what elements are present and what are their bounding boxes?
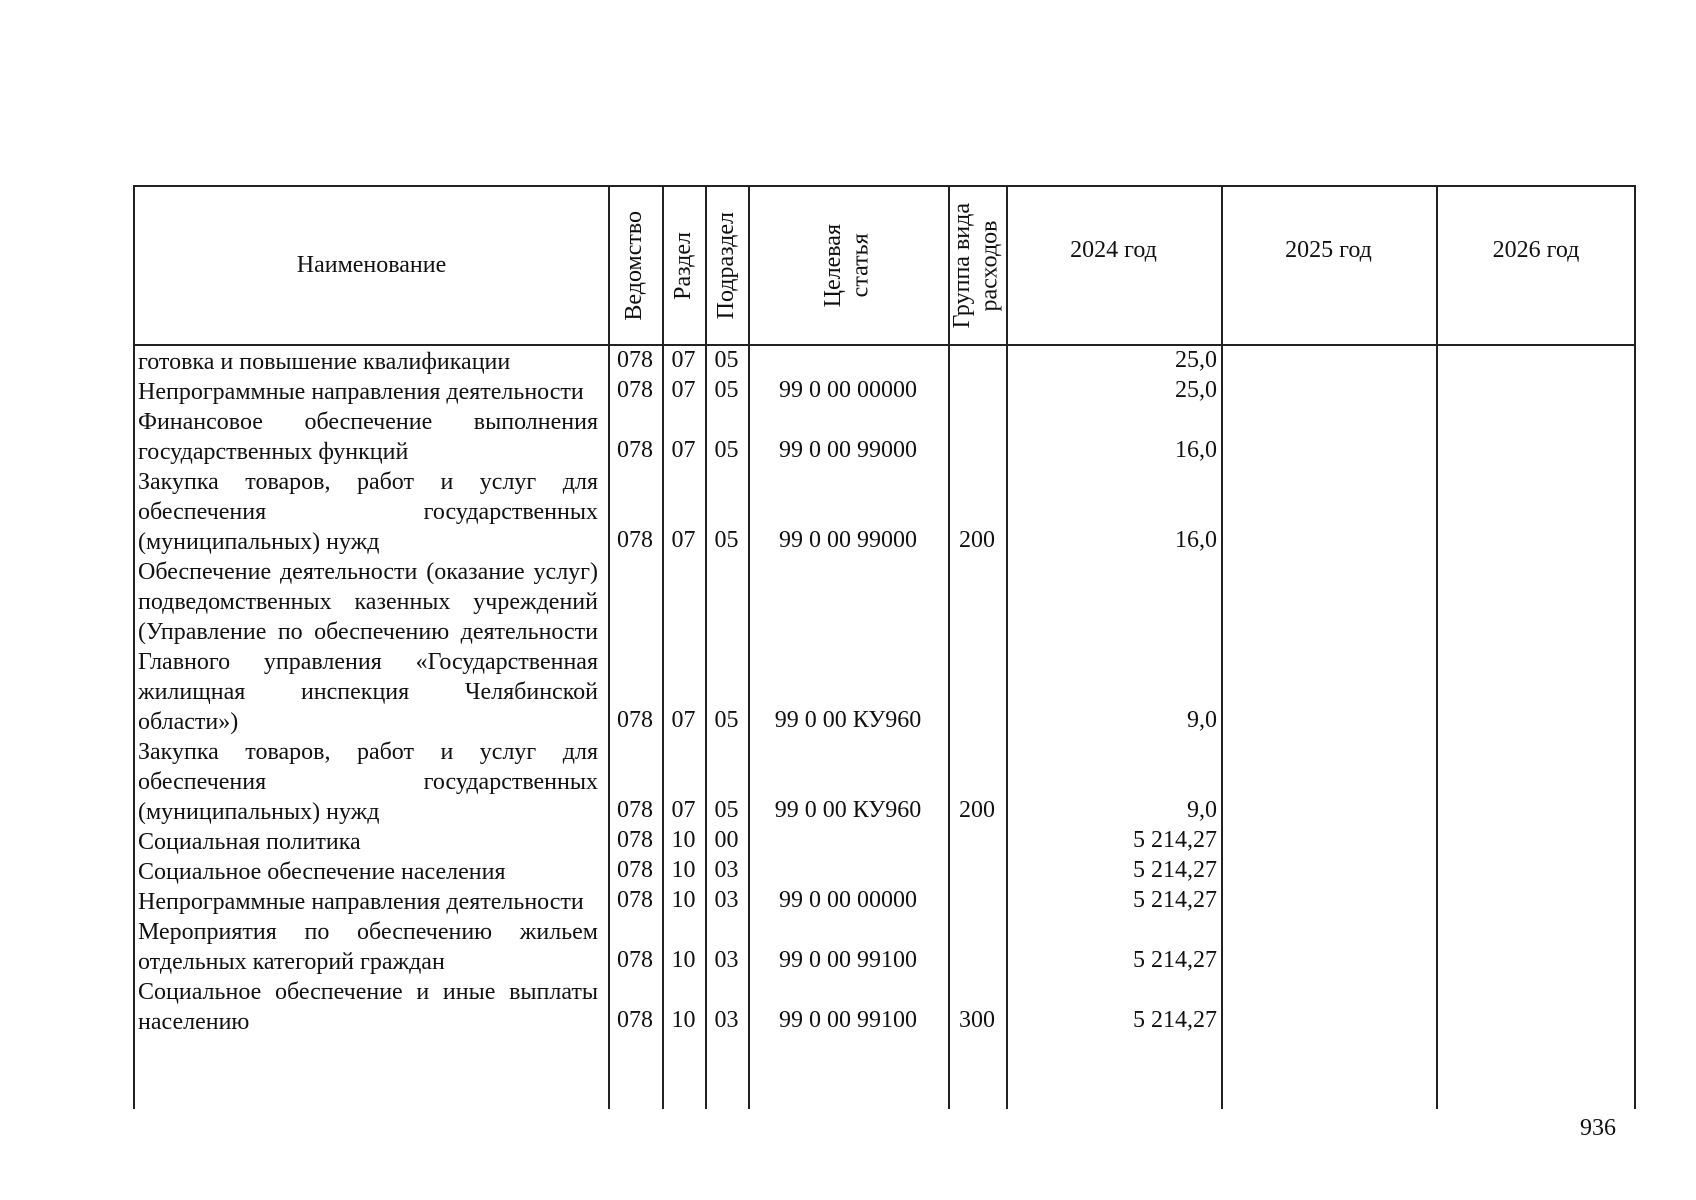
row-subsection: 05	[714, 797, 739, 823]
header-group-label	[949, 203, 1004, 328]
row-section: 07	[671, 527, 696, 553]
row-section: 10	[671, 947, 696, 973]
header-2024	[1006, 187, 1221, 344]
table-row	[135, 557, 1634, 737]
table-row	[135, 347, 1634, 377]
table-row	[135, 407, 1634, 467]
row-dept: 078	[617, 857, 653, 883]
table-row	[135, 917, 1634, 977]
row-dept: 078	[617, 797, 653, 823]
header-2026-label: 2026 год	[1492, 237, 1580, 263]
row-subsection: 03	[714, 1007, 739, 1033]
row-section: 07	[671, 347, 696, 373]
header-2025	[1221, 187, 1436, 344]
row-name: Социальное обеспечение населения	[138, 859, 506, 885]
header-subsection	[705, 187, 748, 344]
header-target-line1: Целевая	[820, 223, 847, 308]
budget-table	[133, 185, 1636, 1109]
row-name: Социальная политика	[138, 829, 361, 855]
header-target	[748, 187, 948, 344]
row-section: 10	[671, 827, 696, 853]
row-section: 07	[671, 437, 696, 463]
header-target-line2: статья	[848, 233, 874, 298]
header-name-label: Наименование	[296, 251, 447, 278]
header-2024-label: 2024 год	[1070, 237, 1157, 263]
page-number: 936	[1580, 1115, 1616, 1141]
row-target: 99 0 00 99100	[779, 1007, 917, 1033]
row-target: 99 0 00 99000	[779, 437, 917, 463]
table-row	[135, 737, 1634, 827]
row-dept: 078	[617, 1007, 653, 1033]
header-group-line2: расходов	[977, 220, 1003, 311]
row-section: 07	[671, 797, 696, 823]
header-group-line1: Группа вида	[949, 202, 976, 329]
header-target-label	[820, 224, 875, 307]
row-dept: 078	[617, 947, 653, 973]
header-section-label: Раздел	[669, 231, 696, 300]
row-y2024: 5 214,27	[1133, 857, 1217, 883]
table-row	[135, 977, 1634, 1037]
header-dept	[608, 187, 662, 344]
row-y2024: 5 214,27	[1133, 887, 1217, 913]
row-y2024: 16,0	[1175, 437, 1217, 463]
row-name: Закупка товаров, работ и услуг для обеспечения государственных (муниципальных) нужд	[138, 469, 598, 555]
table-row	[135, 887, 1634, 917]
row-subsection: 03	[714, 947, 739, 973]
header-divider	[135, 344, 1634, 346]
row-name: Мероприятия по обеспечению жильем отдельных категорий граждан	[138, 919, 598, 975]
row-target: 99 0 00 00000	[779, 887, 917, 913]
row-dept: 078	[617, 347, 653, 373]
row-name: готовка и повышение квалификации	[138, 349, 511, 375]
row-dept: 078	[617, 887, 653, 913]
row-section: 10	[671, 857, 696, 883]
row-subsection: 00	[714, 827, 739, 853]
header-2025-label: 2025 год	[1285, 237, 1372, 263]
row-subsection: 05	[714, 707, 739, 733]
header-section	[662, 187, 705, 344]
row-dept: 078	[617, 707, 653, 733]
row-subsection: 05	[714, 437, 739, 463]
row-y2024: 16,0	[1175, 527, 1217, 553]
row-y2024: 9,0	[1187, 707, 1217, 733]
row-target: 99 0 00 00000	[779, 377, 917, 403]
row-target: 99 0 00 99100	[779, 947, 917, 973]
row-y2024: 9,0	[1187, 797, 1217, 823]
row-name: Финансовое обеспечение выполнения государственных функций	[138, 409, 598, 465]
row-subsection: 03	[714, 887, 739, 913]
row-target: 99 0 00 КУ960	[774, 707, 922, 733]
row-dept: 078	[617, 437, 653, 463]
row-dept: 078	[617, 377, 653, 403]
row-name: Социальное обеспечение и иные выплаты населению	[138, 979, 598, 1035]
row-section: 07	[671, 707, 696, 733]
header-2026	[1436, 187, 1636, 344]
row-y2024: 5 214,27	[1133, 1007, 1217, 1033]
header-name	[135, 187, 608, 344]
header-subsection-label: Подраздел	[712, 211, 739, 320]
header-group	[948, 187, 1006, 344]
row-y2024: 5 214,27	[1133, 827, 1217, 853]
row-section: 07	[671, 377, 696, 403]
row-name: Обеспечение деятельности (оказание услуг) подведомственных казенных учреждений (Управление по обеспечению деятельности Главного управления «Государственная жилищная инспекция Челябинской области»)	[138, 559, 598, 735]
row-target: 99 0 00 99000	[779, 527, 917, 553]
table-row	[135, 827, 1634, 857]
table-row	[135, 467, 1634, 557]
row-group: 300	[959, 1007, 995, 1033]
row-name: Непрограммные направления деятельности	[138, 379, 584, 405]
row-subsection: 05	[714, 377, 739, 403]
row-dept: 078	[617, 527, 653, 553]
row-dept: 078	[617, 827, 653, 853]
row-name: Закупка товаров, работ и услуг для обеспечения государственных (муниципальных) нужд	[138, 739, 598, 825]
header-dept-label: Ведомство	[621, 210, 648, 321]
row-group: 200	[959, 797, 995, 823]
table-body	[135, 347, 1634, 1037]
row-section: 10	[671, 1007, 696, 1033]
row-y2024: 25,0	[1175, 377, 1217, 403]
table-row	[135, 377, 1634, 407]
row-section: 10	[671, 887, 696, 913]
row-subsection: 05	[714, 347, 739, 373]
row-name: Непрограммные направления деятельности	[138, 889, 584, 915]
row-target: 99 0 00 КУ960	[774, 797, 922, 823]
row-y2024: 5 214,27	[1133, 947, 1217, 973]
row-y2024: 25,0	[1175, 347, 1217, 373]
row-subsection: 05	[714, 527, 739, 553]
table-row	[135, 857, 1634, 887]
row-subsection: 03	[714, 857, 739, 883]
row-group: 200	[959, 527, 995, 553]
